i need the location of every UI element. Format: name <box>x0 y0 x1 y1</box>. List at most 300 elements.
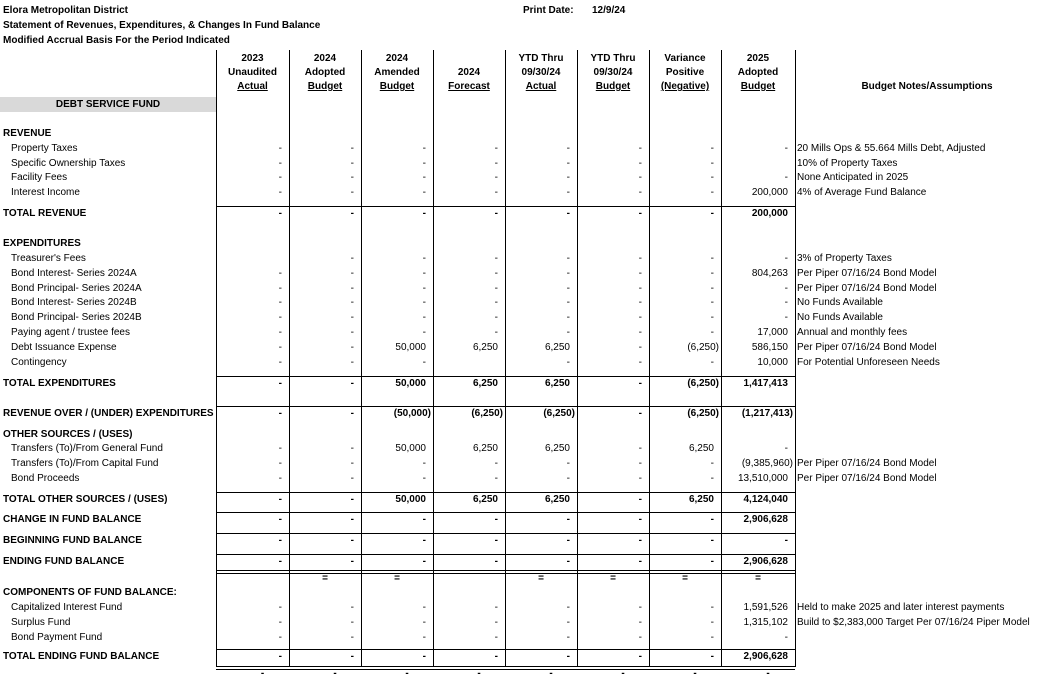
table-cell: - <box>638 602 642 613</box>
double-rule <box>216 666 795 667</box>
column-header-line: 2024 <box>385 53 409 64</box>
table-cell: - <box>566 158 570 169</box>
table-cell: - <box>710 297 714 308</box>
bottom-mark: - <box>333 668 337 679</box>
table-cell: - <box>638 535 642 546</box>
table-cell: - <box>422 602 426 613</box>
table-cell: - <box>350 297 354 308</box>
row-label: REVENUE OVER / (UNDER) EXPENDITURES <box>3 408 214 419</box>
table-cell: - <box>566 602 570 613</box>
table-cell: - <box>278 297 282 308</box>
column-header-line: Budget <box>307 81 343 92</box>
table-cell: - <box>566 514 570 525</box>
column-header-line: (Negative) <box>660 81 710 92</box>
table-cell: - <box>710 253 714 264</box>
column-header-line: Budget <box>595 81 631 92</box>
table-cell: - <box>566 357 570 368</box>
table-cell: - <box>422 514 426 525</box>
table-cell: - <box>350 602 354 613</box>
table-cell: - <box>566 458 570 469</box>
table-cell: - <box>566 327 570 338</box>
budget-note: 20 Mills Ops & 55.664 Mills Debt, Adjusted <box>797 143 986 154</box>
table-cell: - <box>278 617 282 628</box>
table-cell: - <box>710 187 714 198</box>
table-row <box>0 442 1059 456</box>
table-cell: - <box>566 473 570 484</box>
check-mark: = <box>538 573 544 584</box>
table-cell: - <box>350 208 354 219</box>
table-cell: - <box>350 172 354 183</box>
table-cell: - <box>422 617 426 628</box>
check-mark: = <box>394 573 400 584</box>
table-cell: - <box>422 283 426 294</box>
table-cell: - <box>422 632 426 643</box>
row-label: Bond Principal- Series 2024B <box>11 312 142 323</box>
table-cell: - <box>784 443 788 454</box>
table-cell: - <box>638 268 642 279</box>
table-cell: - <box>278 172 282 183</box>
table-cell: - <box>350 617 354 628</box>
table-cell: - <box>638 651 642 662</box>
table-cell: - <box>710 514 714 525</box>
table-cell: - <box>350 494 354 505</box>
row-label: TOTAL ENDING FUND BALANCE <box>3 651 160 662</box>
row-label: Property Taxes <box>11 143 78 154</box>
table-cell: - <box>494 253 498 264</box>
table-cell: 6,250 <box>472 342 498 353</box>
table-cell: - <box>422 208 426 219</box>
table-cell: (9,385,960) <box>741 458 793 469</box>
table-row <box>0 296 1059 310</box>
table-cell: (1,217,413) <box>741 408 793 419</box>
bottom-mark: - <box>477 668 481 679</box>
table-cell: - <box>566 617 570 628</box>
bottom-mark: - <box>766 668 770 679</box>
table-row <box>0 631 1059 645</box>
bottom-mark: - <box>260 668 265 679</box>
row-label: OTHER SOURCES / (USES) <box>3 429 133 440</box>
table-cell: - <box>710 312 714 323</box>
column-header <box>289 50 361 94</box>
column-header-line: 09/30/24 <box>593 67 633 78</box>
table-cell: - <box>784 535 788 546</box>
table-cell: - <box>638 283 642 294</box>
row-label: Bond Proceeds <box>11 473 80 484</box>
bottom-mark: - <box>549 668 553 679</box>
bottom-mark: - <box>693 668 697 679</box>
row-label: Bond Principal- Series 2024A <box>11 283 142 294</box>
table-cell: - <box>422 187 426 198</box>
check-mark: = <box>610 573 616 584</box>
column-header-line: 2024 <box>457 67 481 78</box>
table-cell: - <box>566 632 570 643</box>
table-row <box>0 457 1059 471</box>
table-cell: - <box>566 172 570 183</box>
table-cell: - <box>422 312 426 323</box>
table-cell: - <box>494 143 498 154</box>
table-cell: - <box>278 143 282 154</box>
table-cell: - <box>350 458 354 469</box>
table-cell: - <box>638 556 642 567</box>
table-cell: 50,000 <box>395 494 426 505</box>
table-row <box>0 493 1059 507</box>
table-row <box>0 407 1059 421</box>
table-cell: - <box>278 187 282 198</box>
table-row <box>0 267 1059 281</box>
table-cell: - <box>638 327 642 338</box>
table-cell: - <box>710 143 714 154</box>
table-cell: 6,250 <box>544 443 570 454</box>
statement-title: Statement of Revenues, Expenditures, & Changes In Fund Balance <box>3 20 321 31</box>
table-cell: - <box>638 443 642 454</box>
table-cell: 6,250 <box>472 494 498 505</box>
table-cell: 200,000 <box>751 187 788 198</box>
table-cell: - <box>638 143 642 154</box>
row-label: COMPONENTS OF FUND BALANCE: <box>3 587 177 598</box>
table-cell: (6,250) <box>687 342 719 353</box>
table-cell: - <box>422 458 426 469</box>
table-cell: - <box>278 494 282 505</box>
column-header-line: Positive <box>665 67 705 78</box>
table-cell: - <box>278 408 282 419</box>
table-cell: - <box>784 297 788 308</box>
table-cell: - <box>566 312 570 323</box>
table-cell: - <box>638 342 642 353</box>
budget-note: 4% of Average Fund Balance <box>797 187 927 198</box>
table-cell: (6,250) <box>687 378 719 389</box>
notes-header-label: Budget Notes/Assumptions <box>861 81 993 92</box>
table-cell: 6,250 <box>688 494 714 505</box>
table-cell: 4,124,040 <box>743 494 788 505</box>
table-cell: 10,000 <box>757 357 788 368</box>
table-cell: - <box>350 342 354 353</box>
row-label: Bond Payment Fund <box>11 632 103 643</box>
table-cell: - <box>494 632 498 643</box>
budget-note: None Anticipated in 2025 <box>797 172 909 183</box>
table-row <box>0 171 1059 185</box>
table-cell: - <box>422 297 426 308</box>
table-cell: - <box>710 268 714 279</box>
table-cell: - <box>494 312 498 323</box>
table-cell: - <box>494 458 498 469</box>
column-header-line: YTD Thru <box>590 53 636 64</box>
table-cell: - <box>638 253 642 264</box>
table-row <box>0 586 1059 600</box>
table-row <box>0 341 1059 355</box>
table-cell: - <box>566 268 570 279</box>
table-cell: - <box>278 327 282 338</box>
table-cell: - <box>566 556 570 567</box>
table-cell: - <box>638 312 642 323</box>
table-cell: - <box>494 535 498 546</box>
table-cell: - <box>784 312 788 323</box>
table-cell: 804,263 <box>751 268 788 279</box>
table-cell: - <box>638 187 642 198</box>
table-cell: 13,510,000 <box>737 473 788 484</box>
table-cell: - <box>350 651 354 662</box>
table-cell: - <box>638 357 642 368</box>
table-cell: - <box>350 158 354 169</box>
table-cell: - <box>350 327 354 338</box>
table-cell: - <box>710 632 714 643</box>
table-cell: - <box>422 556 426 567</box>
table-cell: 1,315,102 <box>743 617 788 628</box>
table-cell: - <box>422 253 426 264</box>
table-cell: - <box>710 458 714 469</box>
table-cell: - <box>784 632 788 643</box>
table-row <box>0 356 1059 370</box>
column-header-line: Budget <box>379 81 415 92</box>
table-row <box>0 534 1059 548</box>
table-cell: 6,250 <box>544 342 570 353</box>
table-cell: - <box>422 357 426 368</box>
table-cell: (6,250) <box>471 408 503 419</box>
table-cell: - <box>494 297 498 308</box>
table-cell: - <box>350 556 354 567</box>
table-cell: - <box>638 172 642 183</box>
column-header <box>433 50 505 94</box>
row-label: Paying agent / trustee fees <box>11 327 130 338</box>
table-cell: - <box>710 357 714 368</box>
column-header-line: 2025 <box>746 53 770 64</box>
table-cell: - <box>638 158 642 169</box>
row-label: ENDING FUND BALANCE <box>3 556 125 567</box>
table-cell: - <box>422 535 426 546</box>
column-header-line: Actual <box>525 81 557 92</box>
table-cell: - <box>494 514 498 525</box>
row-label: CHANGE IN FUND BALANCE <box>3 514 142 525</box>
column-header <box>361 50 433 94</box>
table-row <box>0 282 1059 296</box>
table-cell: 17,000 <box>757 327 788 338</box>
table-cell: - <box>566 208 570 219</box>
row-label: TOTAL EXPENDITURES <box>3 378 116 389</box>
row-label: Bond Interest- Series 2024A <box>11 268 137 279</box>
table-cell: - <box>350 408 354 419</box>
table-cell: - <box>638 208 642 219</box>
table-cell: - <box>494 473 498 484</box>
table-cell: - <box>710 327 714 338</box>
row-label: TOTAL REVENUE <box>3 208 87 219</box>
table-cell: - <box>350 143 354 154</box>
double-rule <box>216 570 795 571</box>
table-cell: - <box>278 514 282 525</box>
row-label: BEGINNING FUND BALANCE <box>3 535 142 546</box>
table-row <box>0 157 1059 171</box>
column-header-line: Amended <box>374 67 420 78</box>
table-cell: - <box>566 187 570 198</box>
table-cell: - <box>494 602 498 613</box>
table-cell: - <box>350 378 354 389</box>
budget-note: Per Piper 07/16/24 Bond Model <box>797 473 937 484</box>
row-label: Transfers (To)/From Capital Fund <box>11 458 159 469</box>
budget-note: 3% of Property Taxes <box>797 253 892 264</box>
table-row <box>0 555 1059 569</box>
table-cell: 2,906,628 <box>743 514 788 525</box>
table-cell: 6,250 <box>688 443 714 454</box>
row-label: TOTAL OTHER SOURCES / (USES) <box>3 494 168 505</box>
table-cell: - <box>278 342 282 353</box>
budget-note: Held to make 2025 and later interest payments <box>797 602 1005 613</box>
table-cell: - <box>494 283 498 294</box>
table-cell: - <box>350 357 354 368</box>
table-row <box>0 186 1059 200</box>
table-cell: 6,250 <box>544 494 570 505</box>
column-header-line: 09/30/24 <box>521 67 561 78</box>
check-mark: = <box>322 573 328 584</box>
budget-note: Per Piper 07/16/24 Bond Model <box>797 283 937 294</box>
table-cell: - <box>638 408 642 419</box>
table-cell: - <box>278 268 282 279</box>
table-cell: - <box>710 158 714 169</box>
table-cell: - <box>710 473 714 484</box>
bottom-mark: - <box>621 668 625 679</box>
table-cell: - <box>638 473 642 484</box>
table-cell: - <box>278 378 282 389</box>
table-row <box>0 513 1059 527</box>
table-cell: - <box>710 556 714 567</box>
table-cell: - <box>710 208 714 219</box>
budget-note: Annual and monthly fees <box>797 327 908 338</box>
table-cell: - <box>350 473 354 484</box>
row-label: Capitalized Interest Fund <box>11 602 123 613</box>
table-cell: - <box>278 651 282 662</box>
table-cell: - <box>784 253 788 264</box>
table-row <box>0 472 1059 486</box>
table-cell: - <box>494 268 498 279</box>
budget-note: No Funds Available <box>797 297 883 308</box>
table-cell: - <box>278 443 282 454</box>
table-row <box>0 616 1059 630</box>
table-cell: - <box>350 632 354 643</box>
table-cell: - <box>350 283 354 294</box>
notes-header <box>795 50 1059 94</box>
row-label: Transfers (To)/From General Fund <box>11 443 163 454</box>
table-cell: 50,000 <box>395 342 426 353</box>
row-label: Bond Interest- Series 2024B <box>11 297 137 308</box>
table-cell: - <box>566 283 570 294</box>
table-cell: 50,000 <box>395 378 426 389</box>
budget-note: Per Piper 07/16/24 Bond Model <box>797 342 937 353</box>
table-cell: - <box>350 514 354 525</box>
table-cell: - <box>494 187 498 198</box>
table-cell: - <box>422 268 426 279</box>
table-cell: - <box>422 172 426 183</box>
column-header <box>721 50 795 94</box>
table-cell: - <box>638 297 642 308</box>
column-header <box>505 50 577 94</box>
table-cell: - <box>422 473 426 484</box>
budget-note: Build to $2,383,000 Target Per 07/16/24 Piper Model <box>797 617 1030 628</box>
table-cell: - <box>710 651 714 662</box>
table-row <box>0 650 1059 664</box>
table-cell: 1,417,413 <box>743 378 788 389</box>
table-cell: - <box>278 312 282 323</box>
table-cell: 586,150 <box>751 342 788 353</box>
row-label: Surplus Fund <box>11 617 71 628</box>
table-cell: - <box>638 514 642 525</box>
table-cell: (6,250) <box>543 408 575 419</box>
table-row <box>0 377 1059 391</box>
table-row <box>0 326 1059 340</box>
table-cell: - <box>278 208 282 219</box>
table-cell: 200,000 <box>751 208 788 219</box>
check-mark: = <box>682 573 688 584</box>
column-header-line: Adopted <box>737 67 779 78</box>
table-cell: - <box>710 535 714 546</box>
table-cell: 2,906,628 <box>743 651 788 662</box>
table-cell: - <box>278 535 282 546</box>
basis-subtitle: Modified Accrual Basis For the Period Indicated <box>3 35 230 46</box>
table-cell: - <box>350 268 354 279</box>
table-cell: - <box>784 283 788 294</box>
table-cell: - <box>784 172 788 183</box>
column-header-line: 2023 <box>241 53 264 64</box>
table-cell: - <box>278 458 282 469</box>
table-row <box>0 142 1059 156</box>
table-cell: - <box>350 443 354 454</box>
table-cell: - <box>494 556 498 567</box>
table-cell: - <box>710 617 714 628</box>
fund-title: DEBT SERVICE FUND <box>0 97 216 112</box>
table-cell: - <box>494 158 498 169</box>
column-header-line: Adopted <box>304 67 346 78</box>
budget-note: Per Piper 07/16/24 Bond Model <box>797 268 937 279</box>
print-date-value: 12/9/24 <box>592 5 626 16</box>
row-label: Treasurer's Fees <box>11 253 86 264</box>
table-cell: - <box>350 253 354 264</box>
table-row <box>0 428 1059 442</box>
table-cell: - <box>278 602 282 613</box>
table-row <box>0 311 1059 325</box>
table-cell: - <box>350 535 354 546</box>
column-header-line: 2024 <box>313 53 337 64</box>
table-cell: - <box>638 617 642 628</box>
column-header-line: Actual <box>237 81 268 92</box>
row-label: REVENUE <box>3 128 52 139</box>
row-label: Facility Fees <box>11 172 68 183</box>
table-cell: - <box>638 458 642 469</box>
table-cell: - <box>566 535 570 546</box>
table-cell: (6,250) <box>687 408 719 419</box>
table-cell: - <box>278 158 282 169</box>
table-cell: - <box>278 473 282 484</box>
table-cell: - <box>494 327 498 338</box>
budget-note: No Funds Available <box>797 312 883 323</box>
column-header-line: Variance <box>664 53 706 64</box>
table-cell: - <box>566 651 570 662</box>
row-label: Interest Income <box>11 187 80 198</box>
table-cell: - <box>494 172 498 183</box>
table-cell: 2,906,628 <box>743 556 788 567</box>
table-row <box>0 601 1059 615</box>
table-cell: - <box>566 297 570 308</box>
table-cell: - <box>710 283 714 294</box>
table-cell: - <box>638 632 642 643</box>
table-row <box>0 237 1059 251</box>
table-cell: (50,000) <box>393 408 431 419</box>
table-cell: - <box>278 357 282 368</box>
table-cell: - <box>638 378 642 389</box>
budget-note: 10% of Property Taxes <box>797 158 898 169</box>
bottom-mark: - <box>405 668 409 679</box>
column-header-line: Unaudited <box>228 67 277 78</box>
table-cell: - <box>422 651 426 662</box>
table-cell: - <box>566 143 570 154</box>
row-label: Contingency <box>11 357 67 368</box>
column-header <box>216 50 289 94</box>
table-cell: - <box>494 208 498 219</box>
